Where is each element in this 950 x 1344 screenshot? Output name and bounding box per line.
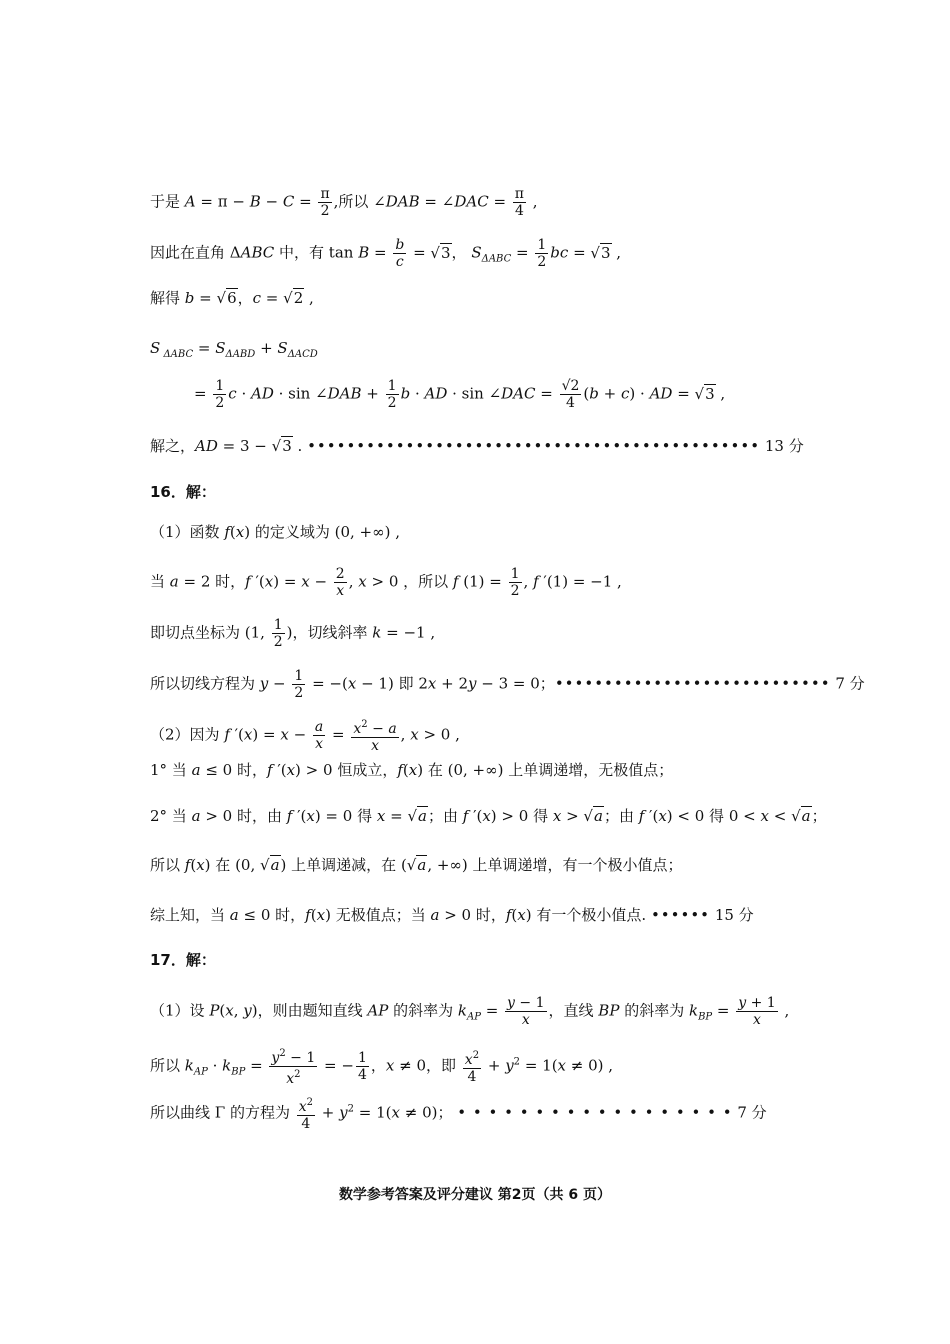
fraction: $\frac{\pi}{2}$ [320,186,330,219]
text-line: 所以 f(x) 在 (0, √a) 上单调递减，在 (√a, +∞) 上单调递增，有一个极小值点； [150,856,683,874]
text-line: 即切点坐标为 (1, $\frac{1}{2}$ )，切线斜率 k = −1 , [150,617,436,650]
sqrt: √3 [590,243,611,262]
fraction: $\frac{y^2 - 1}{x^2}$ [271,1048,316,1087]
text-line: 当 a = 2 时，f ′(x) = x − $\frac{2}{x}$ , x > 0 ，所以 f (1) = $\frac{1}{2}$ , f ′(1) = −1 , [150,566,622,599]
text-line: 所以切线方程为 y − $\frac{1}{2}$ = −(x − 1) 即 2x + 2y − 3 = 0；•••••••••••••••••••••••••••• 7 分 [150,668,865,701]
score: 7 分 [737,1103,767,1122]
sqrt: √6 [216,289,237,307]
text-line: = $\frac{1}{2}$ c · AD · sin ∠DAB + $\frac{1}{2}$ b · AD · sin ∠DAC = $\frac{√2}{4}$ (b + c) · AD = √3 , [194,378,726,411]
text-line: 于是 A = π − B − C = $\frac{\pi}{2}$ ,所以 ∠DAB = ∠DAC = $\frac{\pi}{4}$ , [150,186,538,219]
fraction: $\frac{1}{2}$ [537,237,547,270]
text-line: 2° 当 a > 0 时，由 f ′(x) = 0 得 x = √a；由 f ′(x) > 0 得 x > √a；由 f ′(x) < 0 得 0 < x < √a； [150,807,827,825]
fraction: $\frac{1}{2}$ [215,378,225,411]
fraction: $\frac{2}{x}$ [335,566,345,599]
fraction: $\frac{√2}{4}$ [561,378,580,411]
sqrt: √3 [271,437,292,455]
text-line: 因此在直角 ΔABC 中，有 tan B = $\frac{b}{c}$ = √3， $S_{\Delta ABC}$ = $\frac{1}{2}$ bc = √3 , [150,237,622,270]
sqrt: √a [791,807,811,825]
text-line: 解得 b = √6，c = √2 , [150,289,314,307]
fraction: $\frac{x^2 - a}{x}$ [353,719,397,754]
text-line: （1）设 P(x, y)，则由题知直线 AP 的斜率为 $k_{AP}$ = $\frac{y - 1}{x}$ ，直线 BP 的斜率为 $k_{BP}$ = $\frac{y + 1}{x}$ , [150,995,790,1028]
sqrt: √a [406,856,427,874]
fraction: $\frac{y - 1}{x}$ [507,995,545,1028]
text-line: 解之，AD = 3 − √3 . •••••••••••••••••••••••••••••••••••••••••••••• 13 分 [150,437,804,455]
fraction: $\frac{y + 1}{x}$ [738,995,776,1028]
problem-heading: 16．解： [150,483,216,501]
fraction: $\frac{1}{2}$ [387,378,397,411]
sqrt: √3 [694,384,715,403]
text-line: （1）函数 f(x) 的定义域为 (0, +∞) , [150,523,401,541]
text-line: 综上知，当 a ≤ 0 时，f(x) 无极值点；当 a > 0 时，f(x) 有一个极小值点. •••••• 15 分 [150,906,754,924]
fraction: $\frac{a}{x}$ [314,719,324,752]
score-leader: •••••• [650,906,711,924]
score-leader: •••••••••••••••••••••••••••• [554,674,831,693]
score: 7 分 [835,674,865,693]
text-line: 所以曲线 Γ 的方程为 $\frac{x^2}{4}$ + $y^2 = 1(x \ne 0)$； • • • • • • • • • • • • • • • • • • 7 分 [150,1097,767,1132]
fraction: $\frac{1}{2}$ [294,668,304,701]
sqrt: √a [583,807,603,825]
score-leader: • • • • • • • • • • • • • • • • • • [457,1103,733,1122]
fraction: $\frac{x^2}{4}$ [464,1050,480,1085]
fraction: $\frac{1}{2}$ [273,617,283,650]
text-line: S $_{\Delta ABC} = S_{\Delta ABD} + S_{\Delta ACD}$ [150,339,318,360]
score: 13 分 [764,437,804,455]
text-line: 所以 $k_{AP} \cdot k_{BP}$ = $\frac{y^2 - 1}{x^2}$ = − $\frac{1}{4}$ ，x ≠ 0，即 $\frac{x^2}{4}$ + $y^2 = 1(x \ne 0)$ , [150,1048,614,1087]
text-line: （2）因为 f ′(x) = x − $\frac{a}{x}$ = $\frac{x^2 - a}{x}$ , x > 0 , [150,719,460,754]
score-leader: •••••••••••••••••••••••••••••••••••••••••••••• [307,437,761,455]
text-line: 1° 当 a ≤ 0 时，f ′(x) > 0 恒成立，f(x) 在 (0, +∞) 上单调递增，无极值点； [150,761,674,779]
page-footer: 数学参考答案及评分建议 第2页（共 6 页） [338,1187,612,1203]
fraction: $\frac{1}{2}$ [510,566,520,599]
score: 15 分 [714,906,754,924]
problem-heading: 17．解： [150,951,216,969]
fraction: $\frac{\pi}{4}$ [514,186,524,219]
sqrt: √3 [430,243,451,262]
fraction: $\frac{b}{c}$ [395,237,405,270]
sqrt: √a [407,807,427,825]
fraction: $\frac{1}{4}$ [357,1050,367,1083]
sqrt: √2 [283,289,304,307]
fraction: $\frac{x^2}{4}$ [298,1097,314,1132]
sqrt: √a [260,856,280,874]
